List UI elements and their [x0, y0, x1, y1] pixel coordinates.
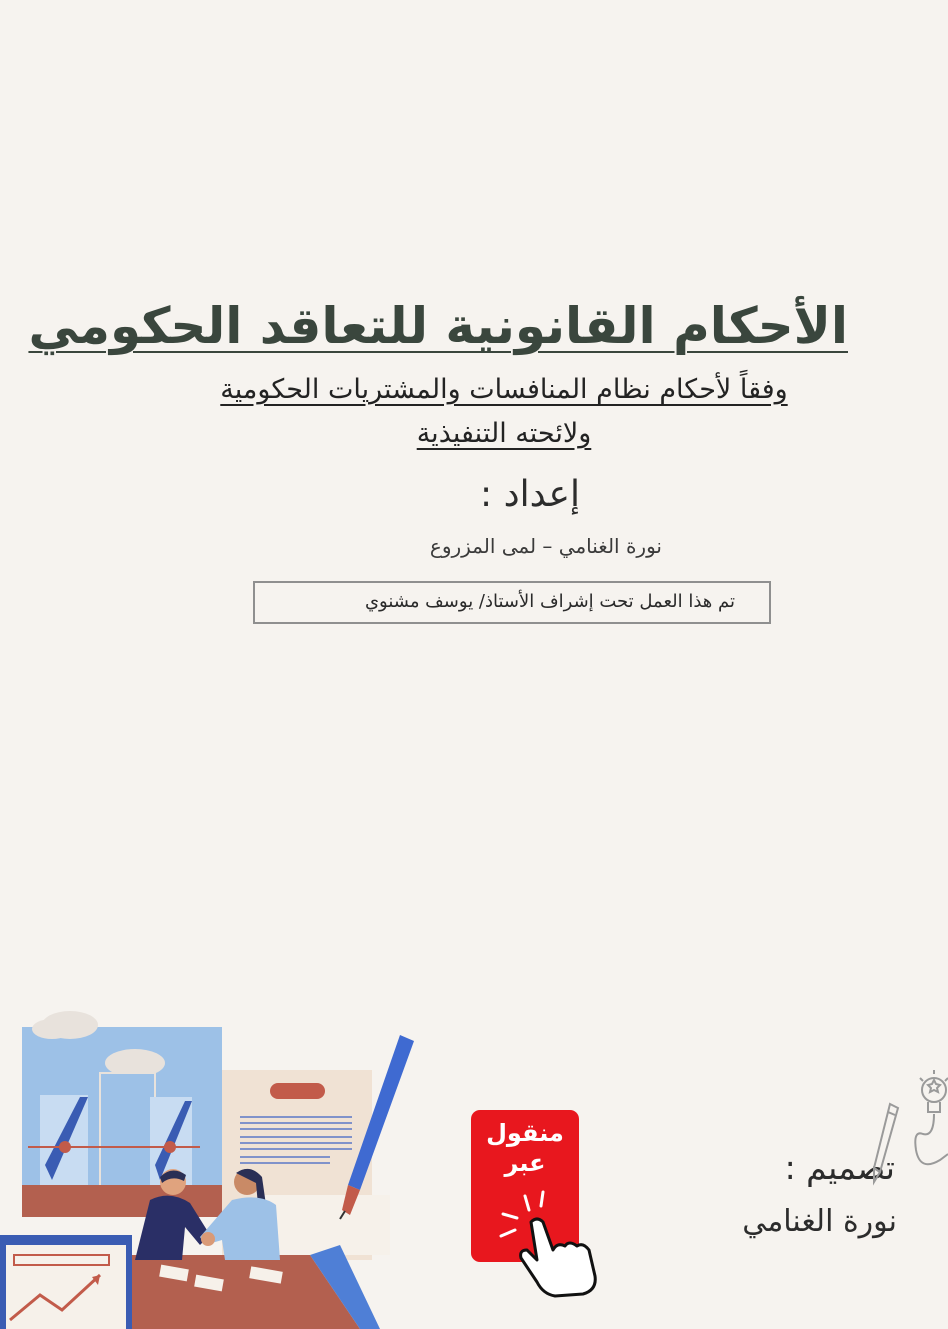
- design-label: تصميم :: [784, 1148, 895, 1187]
- badge-line-1: منقول: [486, 1119, 564, 1147]
- document-subtitle: [180, 368, 828, 456]
- authors: نورة الغنامي – لمى المزروع: [429, 534, 662, 558]
- document-title: الأحكام القانونية للتعاقد الحكومي: [28, 297, 848, 355]
- business-handshake-illustration: [0, 1005, 420, 1329]
- badge-text: [471, 1118, 579, 1178]
- badge-line-2: عبر: [504, 1149, 546, 1177]
- subtitle-line-2: ولائحته التنفيذية: [416, 418, 592, 449]
- designer-name: نورة الغنامي: [742, 1204, 897, 1239]
- prepared-by-label: إعداد :: [480, 474, 580, 515]
- pencil-lightbulb-icon: [868, 1062, 948, 1187]
- supervision-text: تم هذا العمل تحت إشراف الأستاذ/ يوسف مشنوي: [364, 591, 735, 612]
- pointer-hand-icon: [495, 1188, 600, 1298]
- subtitle-line-1: وفقاً لأحكام نظام المنافسات والمشتريات الحكومية: [220, 374, 788, 405]
